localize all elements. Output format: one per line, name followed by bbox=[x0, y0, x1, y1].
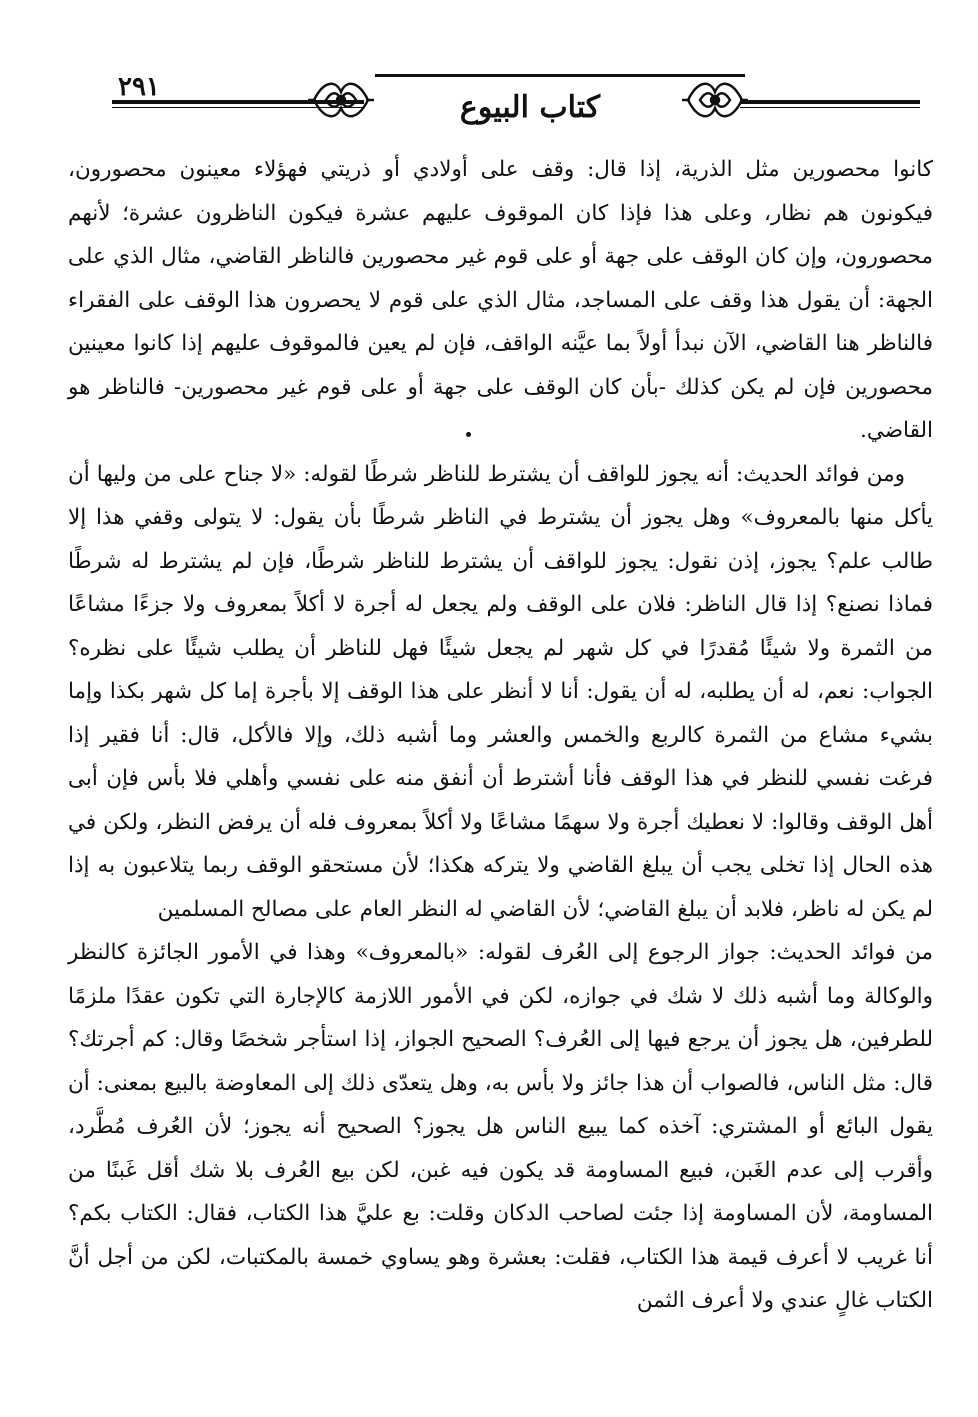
page-body bbox=[68, 148, 933, 1323]
header-right-rule bbox=[740, 100, 920, 108]
paragraph-3: من فوائد الحديث: جواز الرجوع إلى العُرف لقوله: «بالمعروف» وهذا في الأمور الجائزة كالنظر والوكالة وما أشبه ذلك لا شك في جوازه، لكن في الأمور اللازمة كالإجارة التي تكون عقدًا ملزمًا للطرفين، هل يجوز أن يرجع فيها إلى العُرف؟ الصحيح الجواز، إذا استأجر شخصًا وقال: كم أجرتك؟ قال: مثل الناس، فالصواب أن هذا جائز ولا بأس به، وهل يتعدّى ذلك إلى المعاوضة بالبيع بمعنى: أن يقول البائع أو المشتري: آخذه كما يبيع الناس هل يجوز؟ الصحيح أنه يجوز؛ لأن العُرف مُطَّرد، وأقرب إلى عدم الغَبن، فبيع المساومة قد يكون فيه غبن، لكن بيع العُرف بلا شك أقل غَبنًا من المساومة، لأن المساومة إذا جئت لصاحب الدكان وقلت: بع عليَّ هذا الكتاب، فقال: الكتاب بكم؟ أنا غريب لا أعرف قيمة هذا الكتاب، فقلت: بعشرة وهو يساوي خمسة بالمكتبات، لكن من أجل أنَّ الكتاب غالٍ عندي ولا أعرف الثمن bbox=[68, 940, 933, 1313]
book-title: كتاب البيوع bbox=[459, 90, 601, 125]
page-header bbox=[60, 60, 930, 140]
paragraph-1: كانوا محصورين مثل الذرية، إذا قال: وقف على أولادي أو ذريتي فهؤلاء معينون محصورون، فيكونون هم نظار، وعلى هذا فإذا كان الموقوف عليهم عشرة فيكون الناظرون عشرة؛ لأنهم محصورون، وإن كان الوقف على جهة أو على قوم غير محصورين فالناظر القاضي، مثال الذي على الجهة: أن يقول هذا وقف على المساجد، مثال الذي على قوم لا يحصرون هذا الوقف على الفقراء فالناظر هنا القاضي، الآن نبدأ أولاً بما عيَّنه الواقف، فإن لم يعين فالموقوف عليهم إذا كانوا معينين محصورين فإن لم يكن كذلك -بأن كان الوقف على جهة أو على قوم غير محصورين- فالناظر هو القاضي. bbox=[68, 157, 933, 443]
left-ornament-icon bbox=[306, 70, 376, 130]
right-ornament-icon bbox=[680, 70, 750, 130]
paragraph-2: ومن فوائد الحديث: أنه يجوز للواقف أن يشترط للناظر شرطًا لقوله: «لا جناح على من وليها أن يأكل منها بالمعروف» وهل يجوز أن يشترط في الناظر شرطًا بأن يقول: لا يتولى وقفي هذا إلا طالب علم؟ يجوز، إذن نقول: يجوز للواقف أن يشترط للناظر شرطًا، فإن لم يشترط له شرطًا فماذا نصنع؟ إذا قال الناظر: فلان على الوقف ولم يجعل له أجرة لا أكلاً بمعروف ولا جزءًا مشاعًا من الثمرة ولا شيئًا مُقدرًا في كل شهر لم يجعل شيئًا فهل للناظر أن يطلب شيئًا على نظره؟ الجواب: نعم، له أن يطلبه، له أن يقول: أنا لا أنظر على هذا الوقف إلا بأجرة إما كل شهر بكذا وإما بشيء مشاع من الثمرة كالربع والخمس والعشر وما أشبه ذلك، وإلا فالأكل، قال: أنا فقير إذا فرغت نفسي للنظر في هذا الوقف فأنا أشترط أن أنفق منه على نفسي وأهلي فلا بأس فإن أبى أهل الوقف وقالوا: لا نعطيك أجرة ولا سهمًا مشاعًا ولا أكلاً بمعروف فله أن يرفض النظر، ولكن في هذه الحال إذا تخلى يجب أن يبلغ القاضي ولا يتركه هكذا؛ لأن مستحقو الوقف ربما يتلاعبون به إذا لم يكن له ناظر، فلابد أن يبلغ القاضي؛ لأن القاضي له النظر العام على مصالح المسلمين bbox=[68, 461, 933, 922]
page-number: ٢٩١ bbox=[118, 72, 160, 102]
